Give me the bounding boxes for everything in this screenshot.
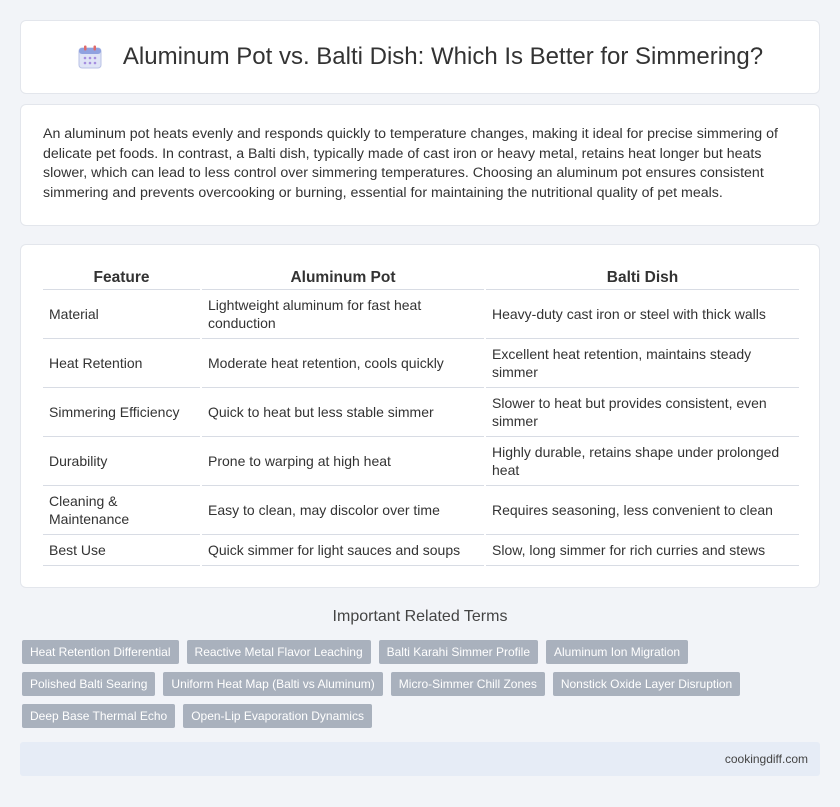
cell-feature: Simmering Efficiency — [43, 388, 201, 437]
cell-feature: Heat Retention — [43, 339, 201, 388]
cell-feature: Material — [43, 290, 201, 339]
table-row — [43, 388, 799, 437]
comparison-table — [43, 265, 799, 566]
related-term-tag[interactable]: Balti Karahi Simmer Profile — [379, 640, 538, 664]
related-terms-tags — [22, 640, 802, 736]
header-aluminum-pot: Aluminum Pot — [201, 265, 485, 290]
related-term-tag[interactable]: Micro-Simmer Chill Zones — [391, 672, 545, 696]
related-terms-title: Important Related Terms — [332, 608, 508, 625]
calendar-icon — [77, 44, 103, 70]
footer — [20, 742, 820, 776]
cell-feature: Cleaning & Maintenance — [43, 486, 201, 535]
related-term-tag[interactable]: Heat Retention Differential — [22, 640, 179, 664]
cell-feature: Durability — [43, 437, 201, 486]
related-term-tag[interactable]: Nonstick Oxide Layer Disruption — [553, 672, 740, 696]
tag-row — [22, 640, 802, 664]
cell-feature: Best Use — [43, 535, 201, 566]
cell-aluminum: Prone to warping at high heat — [201, 437, 485, 486]
related-term-tag[interactable]: Reactive Metal Flavor Leaching — [187, 640, 371, 664]
cell-balti: Highly durable, retains shape under prolonged heat — [485, 437, 799, 486]
page-title: Aluminum Pot vs. Balti Dish: Which Is Better for Simmering? — [122, 43, 764, 70]
related-term-tag[interactable]: Aluminum Ion Migration — [546, 640, 688, 664]
header-feature: Feature — [43, 265, 201, 290]
table-row — [43, 486, 799, 535]
cell-balti: Excellent heat retention, maintains steady simmer — [485, 339, 799, 388]
cell-balti: Slow, long simmer for rich curries and stews — [485, 535, 799, 566]
tag-row — [22, 672, 802, 696]
cell-aluminum: Easy to clean, may discolor over time — [201, 486, 485, 535]
cell-aluminum: Lightweight aluminum for fast heat conduction — [201, 290, 485, 339]
footer-site-link[interactable]: cookingdiff.com — [724, 752, 808, 766]
table-row — [43, 437, 799, 486]
related-term-tag[interactable]: Polished Balti Searing — [22, 672, 155, 696]
cell-aluminum: Quick to heat but less stable simmer — [201, 388, 485, 437]
related-term-tag[interactable]: Uniform Heat Map (Balti vs Aluminum) — [163, 672, 382, 696]
header-balti-dish: Balti Dish — [485, 265, 799, 290]
header-card — [20, 20, 820, 94]
cell-aluminum: Moderate heat retention, cools quickly — [201, 339, 485, 388]
tag-row — [22, 704, 802, 728]
cell-balti: Slower to heat but provides consistent, even simmer — [485, 388, 799, 437]
table-row — [43, 535, 799, 566]
cell-aluminum: Quick simmer for light sauces and soups — [201, 535, 485, 566]
table-row — [43, 339, 799, 388]
related-term-tag[interactable]: Open-Lip Evaporation Dynamics — [183, 704, 372, 728]
table-header-row — [43, 265, 799, 290]
table-row — [43, 290, 799, 339]
intro-card — [20, 104, 820, 226]
intro-paragraph: An aluminum pot heats evenly and responds quickly to temperature changes, making it ideal for precise simmering of delicate pet foods. In contrast, a Balti dish, typically made of cast iron or heavy metal, retains heat longer but heats slower, which can lead to less control over simmering temperatures. Choosing an aluminum pot ensures consistent simmering and prevents overcooking or burning, essential for maintaining the nutritional quality of pet meals. — [43, 126, 778, 201]
cell-balti: Requires seasoning, less convenient to clean — [485, 486, 799, 535]
cell-balti: Heavy-duty cast iron or steel with thick walls — [485, 290, 799, 339]
comparison-table-card — [20, 244, 820, 588]
related-term-tag[interactable]: Deep Base Thermal Echo — [22, 704, 175, 728]
